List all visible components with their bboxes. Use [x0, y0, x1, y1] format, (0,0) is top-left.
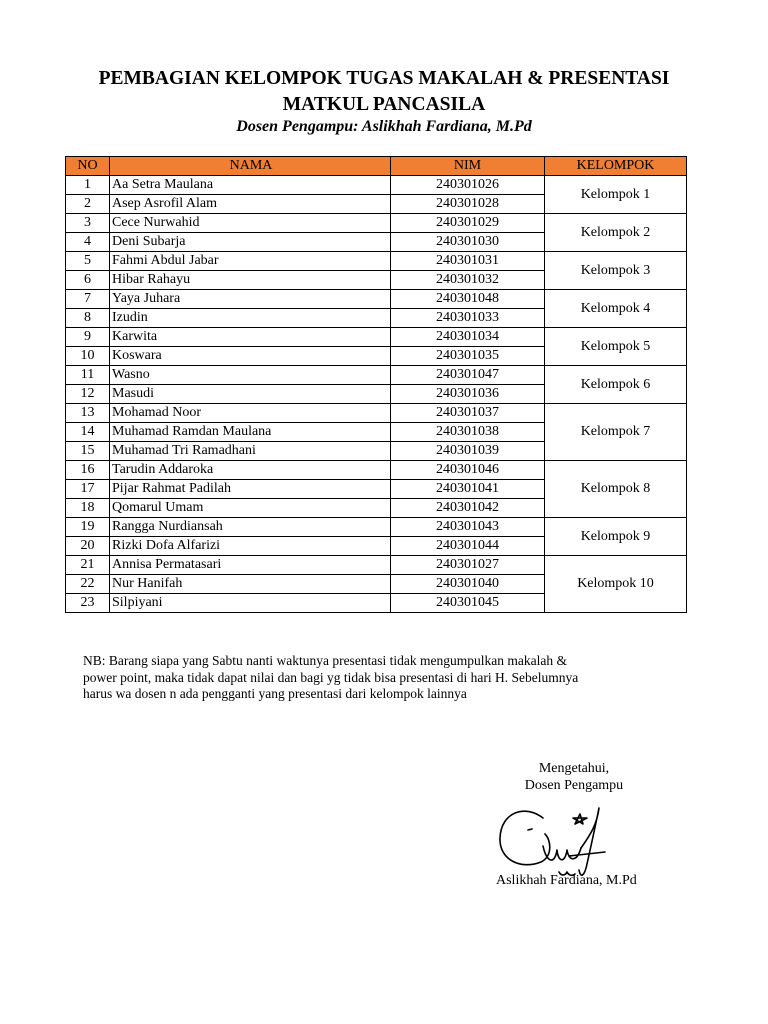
- table-header-row: [66, 157, 687, 176]
- cell-no: 17: [66, 480, 110, 499]
- note-line-1: NB: Barang siapa yang Sabtu nanti waktunya presentasi tidak mengumpulkan makalah &: [83, 653, 568, 668]
- lecturer-label: Dosen Pengampu: [524, 778, 624, 793]
- cell-nim: 240301038: [391, 423, 545, 442]
- cell-no: 5: [66, 252, 110, 271]
- cell-no: 19: [66, 518, 110, 537]
- cell-nim: 240301033: [391, 309, 545, 328]
- cell-kelompok: Kelompok 1: [545, 176, 687, 214]
- cell-nama: Annisa Permatasari: [110, 556, 391, 575]
- table-row: [66, 176, 687, 195]
- cell-no: 1: [66, 176, 110, 195]
- cell-nama: Masudi: [110, 385, 391, 404]
- table-row: [66, 556, 687, 575]
- cell-nama: Izudin: [110, 309, 391, 328]
- cell-nim: 240301040: [391, 575, 545, 594]
- header-nim: NIM: [391, 157, 545, 176]
- cell-no: 11: [66, 366, 110, 385]
- cell-nama: Rizki Dofa Alfarizi: [110, 537, 391, 556]
- cell-nim: 240301041: [391, 480, 545, 499]
- cell-nama: Wasno: [110, 366, 391, 385]
- note-paragraph: [83, 653, 683, 703]
- cell-no: 13: [66, 404, 110, 423]
- cell-nim: 240301043: [391, 518, 545, 537]
- header-no: NO: [66, 157, 110, 176]
- title-line-2: MATKUL PANCASILA: [282, 94, 486, 115]
- cell-nim: 240301044: [391, 537, 545, 556]
- cell-kelompok: Kelompok 2: [545, 214, 687, 252]
- cell-nim: 240301036: [391, 385, 545, 404]
- cell-nim: 240301039: [391, 442, 545, 461]
- table-row: [66, 252, 687, 271]
- cell-kelompok: Kelompok 4: [545, 290, 687, 328]
- table-row: [66, 518, 687, 537]
- signer-name: Aslikhah Fardiana, M.Pd: [496, 873, 637, 888]
- cell-nim: 240301037: [391, 404, 545, 423]
- cell-nama: Muhamad Tri Ramadhani: [110, 442, 391, 461]
- cell-no: 12: [66, 385, 110, 404]
- cell-kelompok: Kelompok 3: [545, 252, 687, 290]
- cell-nama: Hibar Rahayu: [110, 271, 391, 290]
- cell-no: 20: [66, 537, 110, 556]
- table-row: [66, 214, 687, 233]
- cell-nim: 240301031: [391, 252, 545, 271]
- cell-no: 3: [66, 214, 110, 233]
- note-line-2: power point, maka tidak dapat nilai dan bagi yg tidak bisa presentasi di hari H. Sebelumnya: [83, 669, 579, 685]
- cell-no: 21: [66, 556, 110, 575]
- cell-nama: Pijar Rahmat Padilah: [110, 480, 391, 499]
- cell-nim: 240301046: [391, 461, 545, 480]
- cell-nama: Asep Asrofil Alam: [110, 195, 391, 214]
- cell-no: 23: [66, 594, 110, 613]
- cell-nama: Rangga Nurdiansah: [110, 518, 391, 537]
- document-title: [0, 66, 768, 118]
- table-row: [66, 366, 687, 385]
- cell-nama: Deni Subarja: [110, 233, 391, 252]
- cell-nim: 240301047: [391, 366, 545, 385]
- cell-no: 14: [66, 423, 110, 442]
- header-nama: NAMA: [110, 157, 391, 176]
- cell-nama: Koswara: [110, 347, 391, 366]
- cell-no: 4: [66, 233, 110, 252]
- cell-nama: Mohamad Noor: [110, 404, 391, 423]
- cell-nim: 240301027: [391, 556, 545, 575]
- cell-nim: 240301032: [391, 271, 545, 290]
- header-kelompok: KELOMPOK: [545, 157, 687, 176]
- cell-nim: 240301029: [391, 214, 545, 233]
- cell-kelompok: Kelompok 10: [545, 556, 687, 613]
- cell-nim: 240301030: [391, 233, 545, 252]
- cell-nim: 240301026: [391, 176, 545, 195]
- note-line-3: harus wa dosen n ada pengganti yang presentasi dari kelompok lainnya: [83, 686, 467, 701]
- acknowledged-label: Mengetahui,: [538, 761, 610, 776]
- title-line-1: PEMBAGIAN KELOMPOK TUGAS MAKALAH & PRESENTASI: [98, 68, 670, 89]
- cell-kelompok: Kelompok 6: [545, 366, 687, 404]
- cell-no: 7: [66, 290, 110, 309]
- cell-kelompok: Kelompok 5: [545, 328, 687, 366]
- cell-nama: Yaya Juhara: [110, 290, 391, 309]
- lecturer-subtitle: Dosen Pengampu: Aslikhah Fardiana, M.Pd: [236, 118, 532, 135]
- table-row: [66, 328, 687, 347]
- cell-nim: 240301035: [391, 347, 545, 366]
- cell-kelompok: Kelompok 7: [545, 404, 687, 461]
- cell-no: 16: [66, 461, 110, 480]
- cell-no: 18: [66, 499, 110, 518]
- cell-kelompok: Kelompok 8: [545, 461, 687, 518]
- cell-nama: Silpiyani: [110, 594, 391, 613]
- cell-no: 10: [66, 347, 110, 366]
- cell-no: 9: [66, 328, 110, 347]
- cell-nim: 240301028: [391, 195, 545, 214]
- table-row: [66, 404, 687, 423]
- cell-nama: Aa Setra Maulana: [110, 176, 391, 195]
- cell-nim: 240301034: [391, 328, 545, 347]
- cell-nim: 240301045: [391, 594, 545, 613]
- table-row: [66, 461, 687, 480]
- cell-kelompok: Kelompok 9: [545, 518, 687, 556]
- cell-no: 8: [66, 309, 110, 328]
- table-body: [66, 176, 687, 613]
- cell-nim: 240301042: [391, 499, 545, 518]
- cell-no: 6: [66, 271, 110, 290]
- cell-nama: Muhamad Ramdan Maulana: [110, 423, 391, 442]
- cell-nim: 240301048: [391, 290, 545, 309]
- cell-nama: Cece Nurwahid: [110, 214, 391, 233]
- cell-no: 15: [66, 442, 110, 461]
- cell-nama: Karwita: [110, 328, 391, 347]
- cell-no: 2: [66, 195, 110, 214]
- group-roster-table: [65, 156, 687, 613]
- cell-nama: Fahmi Abdul Jabar: [110, 252, 391, 271]
- table-row: [66, 290, 687, 309]
- cell-nama: Nur Hanifah: [110, 575, 391, 594]
- cell-no: 22: [66, 575, 110, 594]
- cell-nama: Qomarul Umam: [110, 499, 391, 518]
- cell-nama: Tarudin Addaroka: [110, 461, 391, 480]
- acknowledgement-block: [474, 760, 674, 794]
